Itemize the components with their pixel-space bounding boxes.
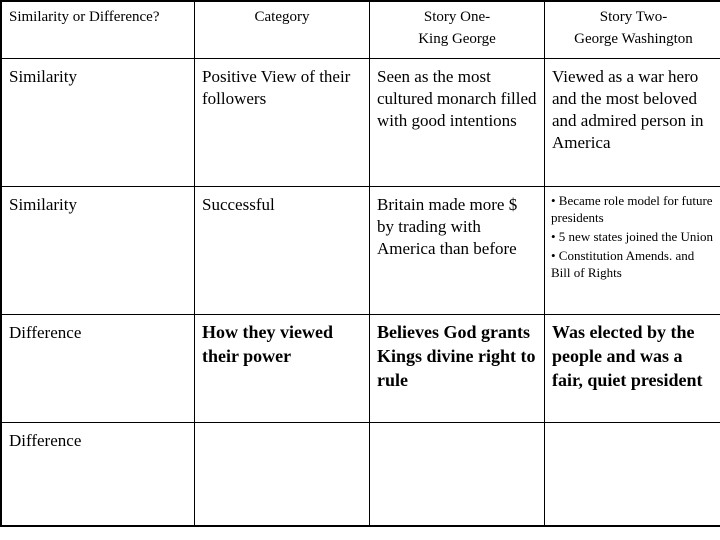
row4-category: [195, 423, 370, 527]
row1-story-two: Viewed as a war hero and the most beloved and admired person in America: [545, 59, 720, 187]
bullet-item: • Became role model for future presidents: [551, 193, 713, 225]
row2-story-one: Britain made more $ by trading with America than before: [370, 187, 545, 315]
table-row: [1, 59, 720, 187]
row1-category: Positive View of their followers: [195, 59, 370, 187]
bullet-item: • Constitution Amends. and Bill of Rights: [551, 248, 695, 280]
header-col3-line2: King George: [418, 31, 496, 47]
header-col3-line1: Story One-: [423, 9, 491, 25]
row2-story-two-bullets: [545, 187, 720, 315]
header-story-two: [545, 1, 720, 59]
row4-story-two: [545, 423, 720, 527]
table-row: [1, 187, 720, 315]
row4-type: Difference: [1, 423, 195, 527]
bullet-item: • 5 new states joined the Union: [551, 229, 713, 244]
header-row: [1, 1, 720, 59]
header-category: [195, 1, 370, 59]
table-row: [1, 423, 720, 527]
row1-story-one: Seen as the most cultured monarch filled with good intentions: [370, 59, 545, 187]
row3-category: How they viewed their power: [195, 315, 370, 423]
header-similarity-or-difference: [1, 1, 195, 59]
header-col1-text: Similarity or Difference?: [9, 9, 160, 25]
header-col2-text: Category: [254, 9, 310, 25]
row2-category: Successful: [195, 187, 370, 315]
row3-type: Difference: [1, 315, 195, 423]
row3-story-one: Believes God grants Kings divine right to rule: [370, 315, 545, 423]
row2-type: Similarity: [1, 187, 195, 315]
header-col4-line2: George Washington: [574, 31, 693, 47]
header-story-one: [370, 1, 545, 59]
header-col4-line1: Story Two-: [599, 9, 668, 25]
row4-story-one: [370, 423, 545, 527]
row3-story-two: Was elected by the people and was a fair, quiet president: [545, 315, 720, 423]
table-row: [1, 315, 720, 423]
row1-type: Similarity: [1, 59, 195, 187]
